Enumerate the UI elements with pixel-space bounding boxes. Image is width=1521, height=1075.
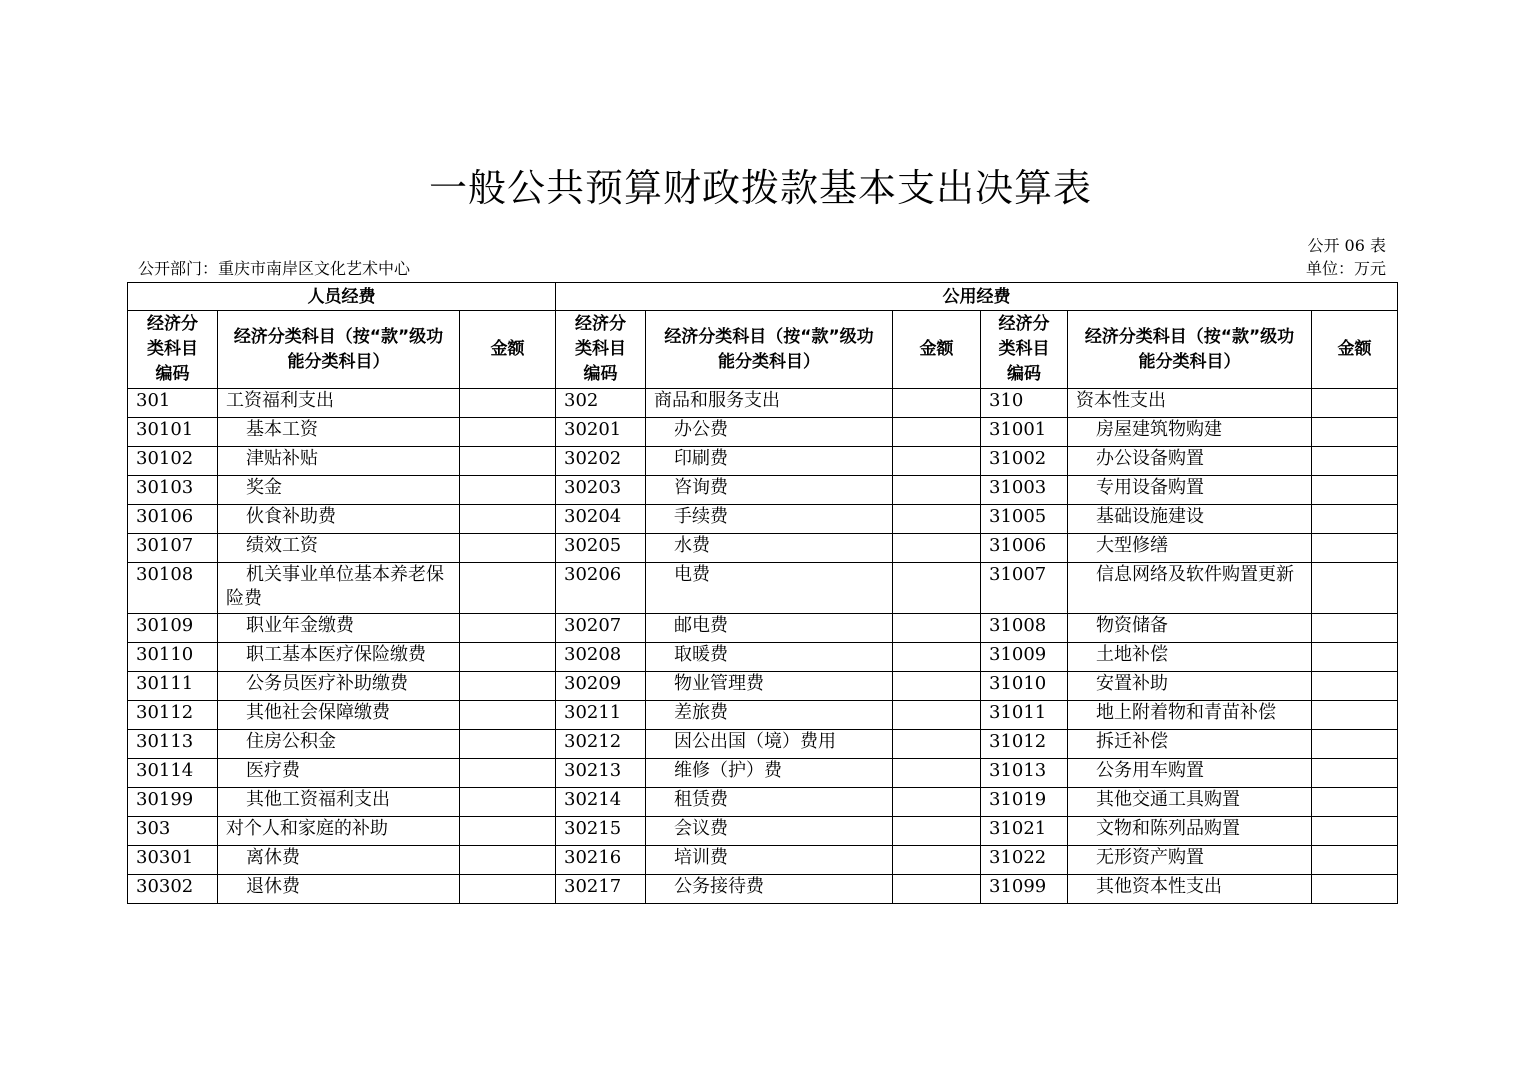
amount-cell [460,788,556,817]
name-cell [218,817,460,846]
table-row [128,672,1398,701]
name-text: 公务员医疗补助缴费 [246,673,408,694]
table-row [128,447,1398,476]
amount-cell [893,788,981,817]
name-text: 基础设施建设 [1096,506,1204,527]
amount-cell [1312,817,1398,846]
amount-cell [893,418,981,447]
name-text: 取暖费 [674,644,728,665]
amount-cell [893,563,981,614]
name-cell [1068,817,1312,846]
code-cell: 30215 [556,817,646,846]
name-text: 安置补助 [1096,673,1168,694]
name-text: 租赁费 [674,789,728,810]
name-cell [218,476,460,505]
name-cell [1068,418,1312,447]
name-cell [218,418,460,447]
group-public: 公用经费 [556,283,1398,311]
name-text: 大型修缮 [1096,535,1168,556]
code-cell: 30110 [128,643,218,672]
name-cell [646,875,893,904]
code-cell: 30112 [128,701,218,730]
amount-cell [1312,534,1398,563]
table-row [128,614,1398,643]
amount-cell [460,730,556,759]
name-text: 其他工资福利支出 [246,789,390,810]
table-row [128,505,1398,534]
code-cell: 30109 [128,614,218,643]
name-text: 信息网络及软件购置更新 [1096,564,1294,585]
table-body [128,389,1398,904]
name-cell [218,788,460,817]
name-cell [218,701,460,730]
amount-cell [460,389,556,418]
amount-cell [460,875,556,904]
name-text: 机关事业单位基本养老保险费 [226,564,444,609]
name-cell [1068,476,1312,505]
code-cell: 30202 [556,447,646,476]
table-row [128,476,1398,505]
name-cell [646,563,893,614]
code-cell: 31012 [981,730,1068,759]
code-cell: 30113 [128,730,218,759]
amount-cell [893,389,981,418]
amount-cell [460,418,556,447]
amount-cell [460,614,556,643]
name-cell [646,418,893,447]
group-header-row [128,283,1398,311]
name-text: 奖金 [246,477,282,498]
name-text: 其他资本性支出 [1096,876,1222,897]
amount-cell [460,672,556,701]
code-cell: 303 [128,817,218,846]
header-name: 经济分类科目（按“款”级功能分类科目） [646,311,893,389]
code-cell: 30206 [556,563,646,614]
name-text: 土地补偿 [1096,644,1168,665]
name-cell [646,672,893,701]
name-text: 资本性支出 [1076,390,1166,411]
name-cell [218,672,460,701]
header-amount: 金额 [893,311,981,389]
code-cell: 31011 [981,701,1068,730]
header-code: 经济分类科目编码 [981,311,1068,389]
name-cell [646,643,893,672]
name-text: 商品和服务支出 [654,390,780,411]
amount-cell [893,447,981,476]
name-text: 工资福利支出 [226,390,334,411]
table-row [128,730,1398,759]
amount-cell [1312,447,1398,476]
name-cell [1068,846,1312,875]
code-cell: 30214 [556,788,646,817]
amount-cell [893,672,981,701]
table-row [128,875,1398,904]
name-text: 地上附着物和青苗补偿 [1096,702,1276,723]
amount-cell [893,817,981,846]
name-text: 公务接待费 [674,876,764,897]
amount-cell [1312,389,1398,418]
amount-cell [1312,643,1398,672]
code-cell: 31009 [981,643,1068,672]
name-cell [646,759,893,788]
name-text: 会议费 [674,818,728,839]
form-number: 公开 06 表 [1307,236,1386,255]
name-cell [646,730,893,759]
header-code: 经济分类科目编码 [556,311,646,389]
amount-cell [460,759,556,788]
code-cell: 31001 [981,418,1068,447]
amount-cell [460,447,556,476]
amount-cell [460,643,556,672]
table-row [128,846,1398,875]
name-cell [218,389,460,418]
code-cell: 30217 [556,875,646,904]
name-cell [218,614,460,643]
table-row [128,817,1398,846]
code-cell: 30301 [128,846,218,875]
name-cell [1068,614,1312,643]
name-text: 拆迁补偿 [1096,731,1168,752]
code-cell: 31019 [981,788,1068,817]
name-text: 物资储备 [1096,615,1168,636]
name-cell [1068,701,1312,730]
amount-cell [893,476,981,505]
name-cell [218,534,460,563]
code-cell: 30102 [128,447,218,476]
code-cell: 30213 [556,759,646,788]
code-cell: 31007 [981,563,1068,614]
code-cell: 301 [128,389,218,418]
code-cell: 31010 [981,672,1068,701]
name-cell [218,447,460,476]
amount-cell [460,701,556,730]
table-row [128,563,1398,614]
name-cell [1068,563,1312,614]
code-cell: 30108 [128,563,218,614]
name-text: 咨询费 [674,477,728,498]
budget-table [127,282,1398,904]
name-text: 医疗费 [246,760,300,781]
code-cell: 31099 [981,875,1068,904]
name-cell [646,846,893,875]
name-cell [646,701,893,730]
amount-cell [460,817,556,846]
name-cell [218,759,460,788]
code-cell: 31002 [981,447,1068,476]
amount-cell [460,505,556,534]
name-text: 专用设备购置 [1096,477,1204,498]
code-cell: 30208 [556,643,646,672]
name-cell [646,447,893,476]
name-text: 物业管理费 [674,673,764,694]
name-text: 办公费 [674,419,728,440]
name-cell [1068,730,1312,759]
code-cell: 30205 [556,534,646,563]
code-cell: 30207 [556,614,646,643]
code-cell: 30199 [128,788,218,817]
table-row [128,534,1398,563]
table-row [128,788,1398,817]
code-cell: 30302 [128,875,218,904]
code-cell: 30203 [556,476,646,505]
amount-cell [1312,476,1398,505]
amount-cell [1312,875,1398,904]
page-title: 一般公共预算财政拨款基本支出决算表 [428,166,1092,210]
amount-cell [1312,563,1398,614]
code-cell: 302 [556,389,646,418]
name-text: 其他交通工具购置 [1096,789,1240,810]
name-text: 文物和陈列品购置 [1096,818,1240,839]
amount-cell [1312,614,1398,643]
name-cell [1068,643,1312,672]
amount-cell [460,476,556,505]
name-text: 无形资产购置 [1096,847,1204,868]
amount-cell [893,701,981,730]
amount-cell [893,846,981,875]
code-cell: 310 [981,389,1068,418]
table-row [128,418,1398,447]
name-cell [218,875,460,904]
amount-cell [460,563,556,614]
code-cell: 30103 [128,476,218,505]
code-cell: 31005 [981,505,1068,534]
name-text: 水费 [674,535,710,556]
name-cell [218,563,460,614]
table-row [128,759,1398,788]
code-cell: 31006 [981,534,1068,563]
code-cell: 30114 [128,759,218,788]
code-cell: 30212 [556,730,646,759]
name-text: 职业年金缴费 [246,615,354,636]
table-row [128,389,1398,418]
unit-label: 单位：万元 [1305,259,1386,278]
amount-cell [893,730,981,759]
name-text: 绩效工资 [246,535,318,556]
name-text: 对个人和家庭的补助 [226,818,388,839]
code-cell: 30101 [128,418,218,447]
amount-cell [893,614,981,643]
name-text: 手续费 [674,506,728,527]
code-cell: 31022 [981,846,1068,875]
header-amount: 金额 [460,311,556,389]
amount-cell [1312,846,1398,875]
header-name: 经济分类科目（按“款”级功能分类科目） [218,311,460,389]
amount-cell [1312,505,1398,534]
name-cell [1068,875,1312,904]
code-cell: 30209 [556,672,646,701]
name-text: 邮电费 [674,615,728,636]
amount-cell [1312,418,1398,447]
name-cell [646,817,893,846]
table-row [128,701,1398,730]
name-text: 津贴补贴 [246,448,318,469]
name-text: 房屋建筑物购建 [1096,419,1222,440]
name-text: 住房公积金 [246,731,336,752]
name-text: 公务用车购置 [1096,760,1204,781]
name-text: 印刷费 [674,448,728,469]
name-text: 因公出国（境）费用 [674,731,836,752]
name-cell [646,389,893,418]
code-cell: 30106 [128,505,218,534]
code-cell: 31008 [981,614,1068,643]
table-row [128,643,1398,672]
amount-cell [893,759,981,788]
amount-cell [1312,759,1398,788]
code-cell: 30211 [556,701,646,730]
name-cell [218,643,460,672]
name-cell [1068,505,1312,534]
header-amount: 金额 [1312,311,1398,389]
amount-cell [460,534,556,563]
name-text: 离休费 [246,847,300,868]
code-cell: 30201 [556,418,646,447]
code-cell: 31013 [981,759,1068,788]
group-personnel: 人员经费 [128,283,556,311]
code-cell: 30216 [556,846,646,875]
name-text: 其他社会保障缴费 [246,702,390,723]
code-cell: 30204 [556,505,646,534]
name-text: 退休费 [246,876,300,897]
name-cell [1068,759,1312,788]
amount-cell [893,875,981,904]
name-text: 基本工资 [246,419,318,440]
name-cell [1068,534,1312,563]
name-cell [646,788,893,817]
code-cell: 31003 [981,476,1068,505]
header-name: 经济分类科目（按“款”级功能分类科目） [1068,311,1312,389]
amount-cell [893,505,981,534]
name-text: 电费 [674,564,710,585]
name-cell [1068,447,1312,476]
name-text: 伙食补助费 [246,506,336,527]
name-text: 维修（护）费 [674,760,782,781]
name-cell [218,730,460,759]
amount-cell [460,846,556,875]
code-cell: 30107 [128,534,218,563]
name-cell [1068,389,1312,418]
amount-cell [893,534,981,563]
name-cell [646,534,893,563]
name-text: 差旅费 [674,702,728,723]
name-text: 培训费 [674,847,728,868]
name-cell [646,614,893,643]
header-code: 经济分类科目编码 [128,311,218,389]
name-cell [1068,788,1312,817]
name-cell [646,476,893,505]
name-text: 职工基本医疗保险缴费 [246,644,426,665]
name-text: 办公设备购置 [1096,448,1204,469]
code-cell: 31021 [981,817,1068,846]
amount-cell [1312,701,1398,730]
amount-cell [1312,672,1398,701]
column-header-row [128,311,1398,389]
department-label: 公开部门：重庆市南岸区文化艺术中心 [138,259,411,278]
amount-cell [1312,730,1398,759]
name-cell [646,505,893,534]
amount-cell [1312,788,1398,817]
code-cell: 30111 [128,672,218,701]
name-cell [218,846,460,875]
name-cell [218,505,460,534]
name-cell [1068,672,1312,701]
amount-cell [893,643,981,672]
